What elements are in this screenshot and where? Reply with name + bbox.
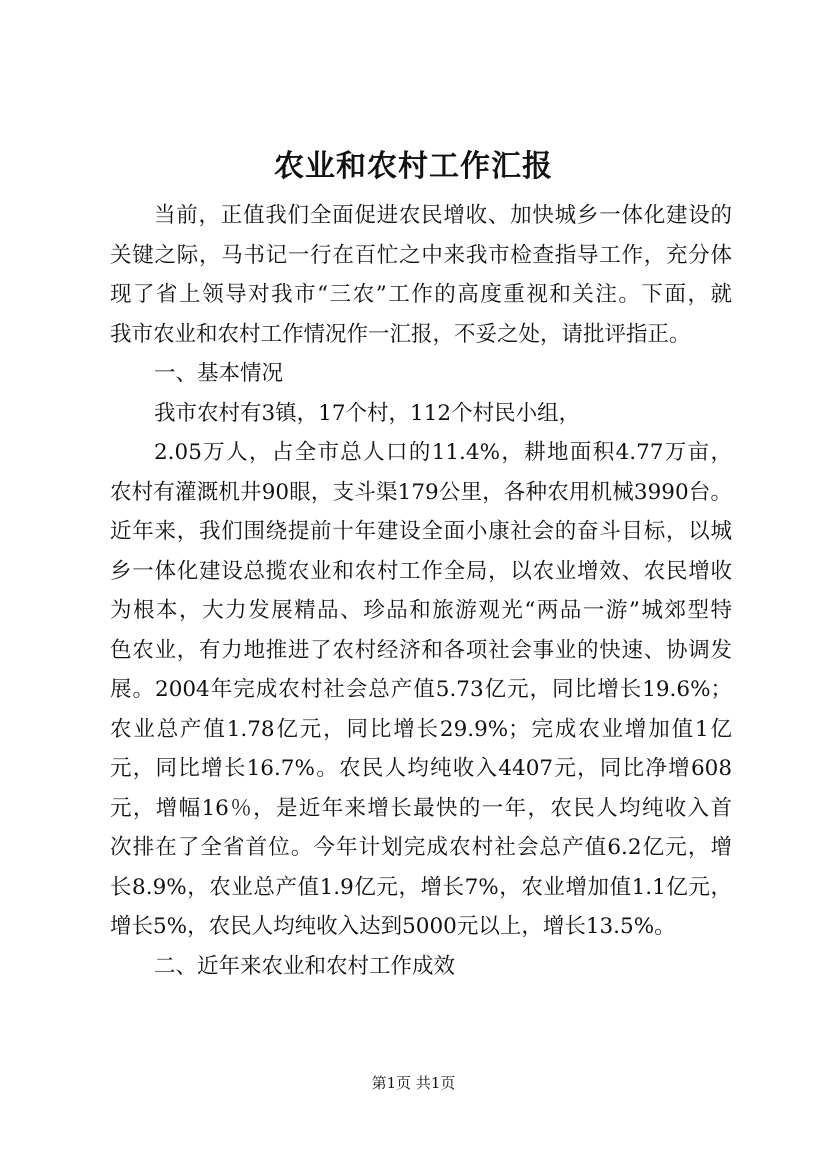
body-line: 长8.9%，农业总产值1.9亿元，增长7%，农业增加值1.1亿元， <box>110 874 732 900</box>
body-line: 元，同比增长16.7%。农民人均纯收入4407元，同比净增608 <box>110 756 732 781</box>
body-line: 元，增幅16％，是近年来增长最快的一年，农民人均纯收入首 <box>110 795 732 821</box>
body-line: 展。2004年完成农村社会总产值5.73亿元，同比增长19.6%； <box>110 677 732 702</box>
document-body <box>110 196 732 986</box>
body-line: 农村有灌溉机井90眼，支斗渠179公里，各种农用机械3990台。 <box>110 479 732 505</box>
body-line: 近年来，我们围绕提前十年建设全面小康社会的奋斗目标，以城 <box>110 519 732 544</box>
body-line: 关键之际，马书记一行在百忙之中来我市检查指导工作，充分体 <box>110 242 732 268</box>
body-line: 我市农村有3镇，17个村，112个村民小组， <box>154 400 581 426</box>
body-line: 色农业，有力地推进了农村经济和各项社会事业的快速、协调发 <box>110 637 732 663</box>
section-heading: 一、基本情况 <box>154 361 284 386</box>
body-line: 现了省上领导对我市“三农”工作的高度重视和关注。下面，就 <box>110 282 732 307</box>
body-line: 乡一体化建设总揽农业和农村工作全局，以农业增效、农民增收 <box>110 558 732 584</box>
body-line: 次排在了全省首位。今年计划完成农村社会总产值6.2亿元，增 <box>110 835 732 860</box>
body-line: 2.05万人，占全市总人口的11.4%，耕地面积4.77万亩， <box>154 440 732 465</box>
document-title: 农业和农村工作汇报 <box>274 149 553 184</box>
page-number: 第1页 共1页 <box>371 1074 456 1092</box>
body-line: 增长5%，农民人均纯收入达到5000元以上，增长13.5%。 <box>110 914 676 939</box>
section-heading: 二、近年来农业和农村工作成效 <box>154 953 456 979</box>
body-line: 农业总产值1.78亿元，同比增长29.9%；完成农业增加值1亿 <box>110 716 732 742</box>
body-line: 当前，正值我们全面促进农民增收、加快城乡一体化建设的 <box>154 203 732 228</box>
body-line: 为根本，大力发展精品、珍品和旅游观光“两品一游”城郊型特 <box>110 598 732 623</box>
body-line: 我市农业和农村工作情况作一汇报，不妥之处，请批评指正。 <box>110 321 691 347</box>
